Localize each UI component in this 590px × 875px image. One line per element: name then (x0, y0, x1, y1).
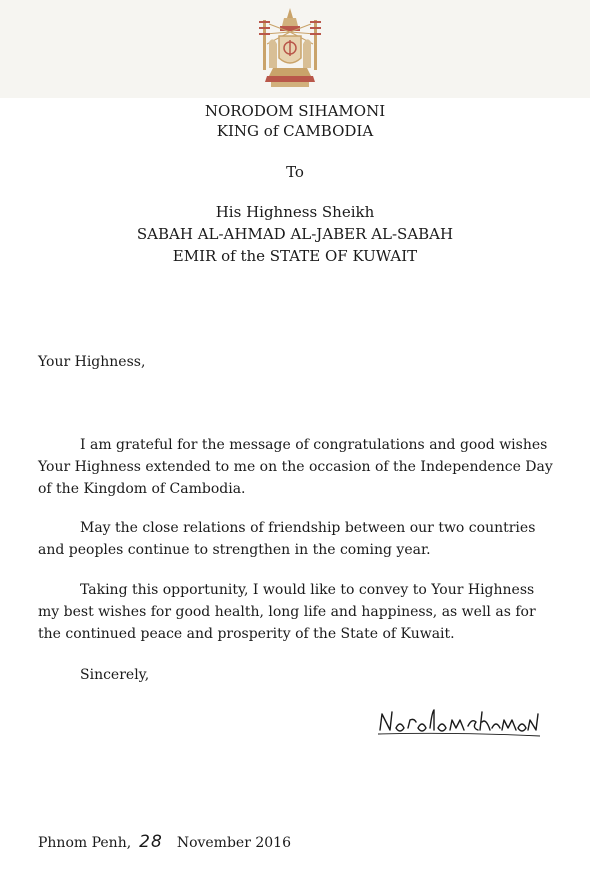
paragraph-3-line-3: the continued peace and prosperity of the State of Kuwait. (38, 626, 455, 642)
paragraph-2-line-1: May the close relations of friendship between our two countries (80, 520, 536, 536)
month-year: November 2016 (176, 835, 291, 851)
recipient-name: SABAH AL-AHMAD AL-JABER AL-SABAH (136, 225, 454, 243)
place: Phnom Penh, (38, 835, 132, 851)
paragraph-3-line-1: Taking this opportunity, I would like to convey to Your Highness (80, 582, 535, 598)
paragraph-1-line-3: of the Kingdom of Cambodia. (38, 481, 246, 497)
paragraph-2-line-2: and peoples continue to strengthen in the coming year. (38, 542, 431, 558)
sender-name: NORODOM SIHAMONI (204, 102, 386, 120)
handwritten-signature (372, 700, 542, 742)
closing: Sincerely, (80, 667, 150, 683)
royal-coat-of-arms-emblem (255, 6, 325, 92)
to-label: To (286, 163, 304, 181)
paragraph-1-line-2: Your Highness extended to me on the occasion of the Independence Day (38, 459, 553, 475)
sender-title: KING of CAMBODIA (216, 122, 374, 140)
paragraph-3-line-2: my best wishes for good health, long life and happiness, as well as for (38, 604, 536, 620)
paragraph-1-line-1: I am grateful for the message of congratulations and good wishes (80, 437, 548, 453)
recipient-title: EMIR of the STATE OF KUWAIT (172, 247, 418, 265)
salutation: Your Highness, (38, 354, 146, 370)
date-line (38, 833, 291, 853)
handwritten-day: 28 (139, 832, 163, 852)
recipient-honorific: His Highness Sheikh (215, 203, 375, 221)
